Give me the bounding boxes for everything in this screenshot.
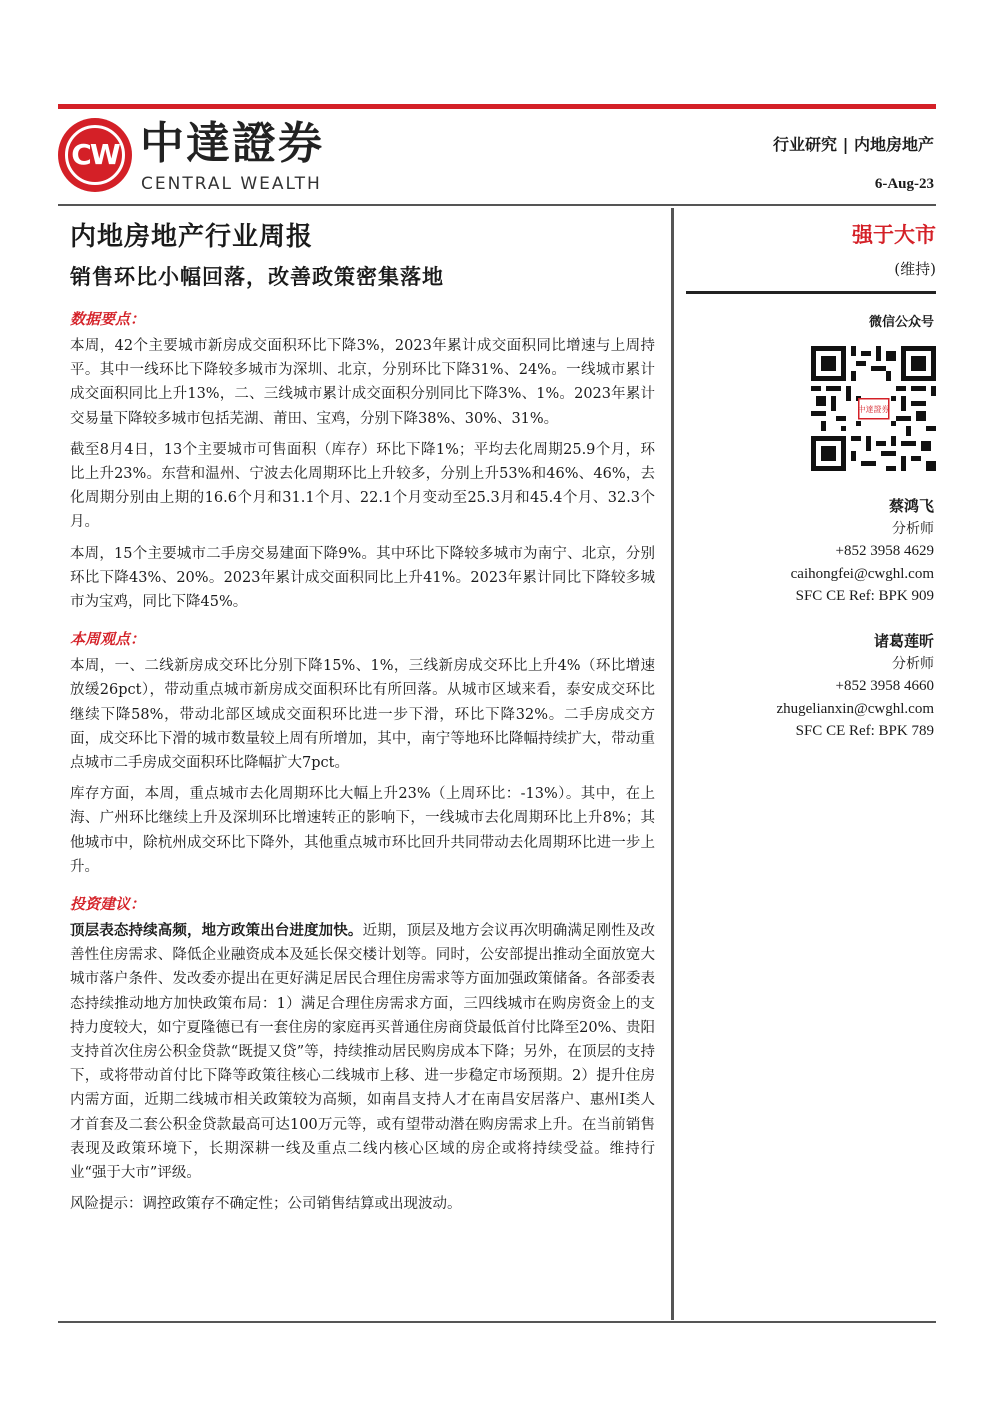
- advice-lead: 顶层表态持续高频，地方政策出台进度加快。: [70, 922, 363, 940]
- analyst-role: 分析师: [892, 520, 934, 537]
- section-heading-views: 本周观点：: [70, 630, 146, 649]
- analyst-phone: +852 3958 4660: [835, 678, 934, 694]
- analyst-email[interactable]: caihongfei@cwghl.com: [790, 565, 934, 582]
- cw-logo-icon: [58, 118, 132, 192]
- footer-divider: [58, 1321, 936, 1323]
- views-paragraph: 本周，一、二线新房成交环比分别下降15%、1%，三线新房成交环比上升4%（环比增速放缓26pct），带动重点城市新房成交面积环比有所回落。从城市区域来看，泰安成交环比继续下降58%，带动北部区域成交面积环比进一步下滑，环比下降32%。二手房成交方面，成交环比下滑的城市数量较上周有所增加，其中，南宁等地环比降幅持续扩大，带动重点城市二手房成交面积环比降幅扩大7pct。: [70, 658, 655, 772]
- column-divider: [671, 208, 674, 1320]
- analyst-name: 诸葛莲昕: [873, 632, 934, 650]
- wechat-qr-code-icon[interactable]: [811, 342, 936, 475]
- data-paragraph: 本周，15个主要城市二手房交易建面下降9%。其中环比下降较多城市为南宁、北京，分别环比下降43%、20%。2023年累计成交面积同比上升41%。2023年累计同比下降较多城市为宝鸡，同比下降45%。: [70, 545, 655, 611]
- analyst-sfc-ref: SFC CE Ref: BPK 909: [795, 588, 934, 604]
- risk-warning: 风险提示：调控政策存不确定性；公司销售结算或出现波动。: [70, 1196, 462, 1213]
- logo-english-name: CENTRAL WEALTH: [141, 174, 322, 194]
- section-heading-advice: 投资建议：: [70, 895, 146, 914]
- rating-note: (维持): [894, 260, 936, 278]
- data-paragraph: 本周，42个主要城市新房成交面积环比下降3%，2023年累计成交面积同比增速与上周持平。其中一线环比下降较多城市为深圳、北京，分别环比下降31%、24%。一线城市累计成交面积同比上升13%，二、三线城市累计成交面积分别同比下降3%、1%。2023年累计交易量下降较多城市包括芜湖、莆田、宝鸡，分别下降38%、30%、31%。: [70, 338, 655, 427]
- rating-divider: [686, 291, 936, 294]
- top-red-rule: [58, 104, 936, 109]
- logo-chinese-name: 中達證券: [140, 118, 324, 169]
- data-paragraph: 截至8月4日，13个主要城市可售面积（库存）环比下降1%；平均去化周期25.9个月，环比上升23%。东营和温州、宁波去化周期环比上升较多，分别上升53%和46%、46%，去化周期分别由上期的16.6个月和31.1个月、22.1个月变动至25.3月和45.4个月、32.3个月。: [70, 441, 655, 531]
- views-paragraph: 库存方面，本周，重点城市去化周期环比大幅上升23%（上周环比：-13%）。其中，在上海、广州环比继续上升及深圳环比增速转正的影响下，一线城市去化周期环比上升8%；其他城市中，除杭州成交环比下降外，其他重点城市环比回升共同带动去化周期环比进一步上升。: [70, 786, 655, 875]
- advice-body: 近期，顶层及地方会议再次明确满足刚性及改善性住房需求、降低企业融资成本及延长保交楼计划等。同时，公安部提出推动全面放宽大城市落户条件、发改委亦提出在更好满足居民合理住房需求等方面加强政策储备。各部委表态持续推动地方加快政策布局：1）满足合理住房需求方面，三四线城市在购房资金上的支持力度较大，如宁夏隆德已有一套住房的家庭再买普通住房商贷最低首付比降至20%、贵阳支持首次住房公积金贷款“既提又贷”等，持续推动居民购房成本下降；另外，在顶层的支持下，或将带动首付比下降等政策往核心二线城市上移、进一步稳定市场预期。2）提升住房内需方面，近期二线城市相关政策较为高频，如南昌支持人才在南昌安居落户、惠州I类人才首套及二套公积金贷款最高可达100万元等，或有望带动潜在购房需求上升。在当前销售表现及政策环境下，长期深耕一线及重点二线内核心区域的房企或将持续受益。维持行业“强于大市”评级。: [70, 923, 655, 1182]
- qr-center-label: 中達證券: [857, 405, 890, 414]
- advice-paragraph: [70, 919, 655, 1185]
- report-date: 6-Aug-23: [874, 176, 934, 192]
- rating: 强于大市: [852, 222, 936, 247]
- wechat-label: 微信公众号: [868, 315, 934, 330]
- analyst-card: [694, 495, 934, 608]
- report-category: 行业研究 | 内地房地产: [773, 135, 934, 154]
- analyst-email[interactable]: zhugelianxin@cwghl.com: [776, 700, 934, 717]
- analyst-phone: +852 3958 4629: [835, 543, 934, 559]
- analyst-role: 分析师: [892, 655, 934, 672]
- main-column: [70, 218, 655, 1224]
- report-subtitle: 销售环比小幅回落，改善政策密集落地: [70, 264, 444, 289]
- report-title: 内地房地产行业周报: [70, 222, 314, 252]
- section-heading-data-points: 数据要点：: [70, 310, 146, 328]
- sidebar: [686, 218, 936, 282]
- analyst-card: [694, 630, 934, 743]
- header-divider: [58, 204, 936, 206]
- logo-mark: CW: [65, 125, 125, 185]
- analyst-name: 蔡鸿飞: [888, 497, 934, 515]
- analyst-sfc-ref: SFC CE Ref: BPK 789: [795, 723, 934, 739]
